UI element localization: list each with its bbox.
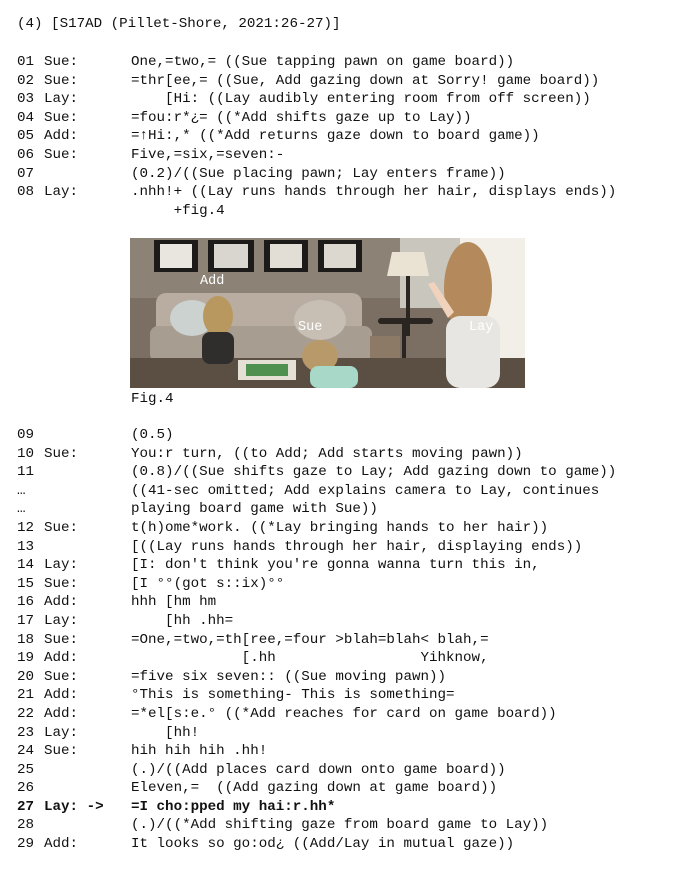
line-number: 08 [17, 184, 35, 201]
speaker-label: Lay: [44, 724, 79, 741]
line-number: 04 [17, 109, 35, 126]
line-number: 01 [17, 54, 35, 70]
line-number: 16 [17, 594, 35, 611]
speaker-label: Sue: [44, 146, 79, 163]
utterance-text: =fou:r*¿= ((*Add shifts gaze up to Lay)) [131, 109, 472, 126]
photo-label-add: Add [200, 274, 225, 289]
line-number: … [17, 482, 26, 499]
speaker-label: Add: [44, 650, 79, 667]
utterance-text: (0.2)/((Sue placing pawn; Lay enters frame)) [131, 165, 506, 182]
speaker-label: Lay: [44, 557, 79, 574]
line-number: 29 [17, 836, 35, 853]
utterance-text: t(h)ome*work. ((*Lay bringing hands to her hair)) [131, 519, 549, 536]
figure-4-photo [130, 238, 525, 388]
utterance-text: =I cho:pped my hai:r.hh* [131, 798, 336, 815]
utterance-text: One,=two,= ((Sue tapping pawn on game board)) [131, 54, 515, 70]
speaker-label: Lay: [44, 184, 79, 201]
line-number: 12 [17, 519, 35, 536]
utterance-text: (.)/((Add places card down onto game board)) [131, 761, 506, 778]
photo-label-sue: Sue [298, 320, 323, 335]
utterance-text: It looks so go:od¿ ((Add/Lay in mutual gaze)) [131, 836, 515, 853]
speaker-label: Sue: [44, 668, 79, 685]
line-number: 28 [17, 817, 35, 834]
utterance-text: =One,=two,=th[ree,=four >blah=blah< blah,= [131, 631, 489, 648]
line-number: 05 [17, 128, 35, 145]
utterance-text: (0.8)/((Sue shifts gaze to Lay; Add gazing down to game)) [131, 464, 617, 481]
speaker-label: Sue: [44, 72, 79, 89]
line-number: 20 [17, 668, 35, 685]
utterance-text: +fig.4 [131, 202, 225, 219]
speaker-label: Sue: [44, 631, 79, 648]
utterance-text: [((Lay runs hands through her hair, displaying ends)) [131, 538, 583, 555]
line-number: 18 [17, 631, 35, 648]
utterance-text: =five six seven:: ((Sue moving pawn)) [131, 668, 447, 685]
line-number: 15 [17, 575, 35, 592]
speaker-label: Sue: [44, 575, 79, 592]
utterance-text: [.hh Yihknow, [131, 650, 489, 667]
utterance-text: You:r turn, ((to Add; Add starts moving pawn)) [131, 445, 523, 462]
line-number: 13 [17, 538, 35, 555]
utterance-text: =thr[ee,= ((Sue, Add gazing down at Sorry! game board)) [131, 72, 600, 89]
utterance-text: [hh .hh= [131, 612, 234, 629]
living-room-photo [130, 238, 525, 388]
utterance-text: Eleven,= ((Add gazing down at game board)) [131, 780, 498, 797]
example-title: (4) [S17AD (Pillet-Shore, 2021:26-27)] [17, 16, 341, 32]
speaker-label: Add: [44, 594, 79, 611]
speaker-label: Lay: [44, 612, 79, 629]
utterance-text: [I °°(got s::ix)°° [131, 575, 285, 592]
line-number: 03 [17, 91, 35, 108]
utterance-text: [Hi: ((Lay audibly entering room from off screen)) [131, 91, 591, 108]
speaker-label: Lay: -> [44, 798, 104, 815]
utterance-text: [hh! [131, 724, 200, 741]
line-number: 24 [17, 743, 35, 760]
photo-label-lay: Lay [469, 320, 494, 335]
utterance-text: (.)/((*Add shifting gaze from board game to Lay)) [131, 817, 549, 834]
line-number: 25 [17, 761, 35, 778]
speaker-label: Sue: [44, 445, 79, 462]
line-number: 22 [17, 705, 35, 722]
line-number: 17 [17, 612, 35, 629]
speaker-label: Sue: [44, 109, 79, 126]
speaker-label: Add: [44, 687, 79, 704]
line-number: 07 [17, 165, 35, 182]
utterance-text: ((41-sec omitted; Add explains camera to Lay, continues [131, 482, 600, 499]
speaker-label: Add: [44, 836, 79, 853]
utterance-text: hhh [hm hm [131, 594, 217, 611]
line-number: 14 [17, 557, 35, 574]
utterance-text: .nhh!+ ((Lay runs hands through her hair, displays ends)) [131, 184, 617, 201]
speaker-label: Lay: [44, 91, 79, 108]
speaker-label: Add: [44, 705, 79, 722]
utterance-text: hih hih hih .hh! [131, 743, 268, 760]
utterance-text: =*el[s:e.° ((*Add reaches for card on game board)) [131, 705, 557, 722]
line-number: 10 [17, 445, 35, 462]
utterance-text: playing board game with Sue)) [131, 501, 378, 518]
line-number: … [17, 501, 26, 518]
speaker-label: Sue: [44, 743, 79, 760]
line-number: 21 [17, 687, 35, 704]
line-number: 19 [17, 650, 35, 667]
line-number: 06 [17, 146, 35, 163]
line-number: 23 [17, 724, 35, 741]
line-number: 09 [17, 427, 35, 443]
utterance-text: Five,=six,=seven:- [131, 146, 285, 163]
speaker-label: Sue: [44, 54, 79, 70]
utterance-text: °This is something- This is something= [131, 687, 455, 704]
line-number: 02 [17, 72, 35, 89]
line-number: 26 [17, 780, 35, 797]
figure-caption: Fig.4 [131, 391, 174, 407]
line-number: 11 [17, 464, 35, 481]
line-number: 27 [17, 798, 35, 815]
speaker-label: Add: [44, 128, 79, 145]
utterance-text: (0.5) [131, 427, 174, 443]
utterance-text: [I: don't think you're gonna wanna turn this in, [131, 557, 540, 574]
speaker-label: Sue: [44, 519, 79, 536]
utterance-text: =↑Hi:,* ((*Add returns gaze down to board game)) [131, 128, 540, 145]
